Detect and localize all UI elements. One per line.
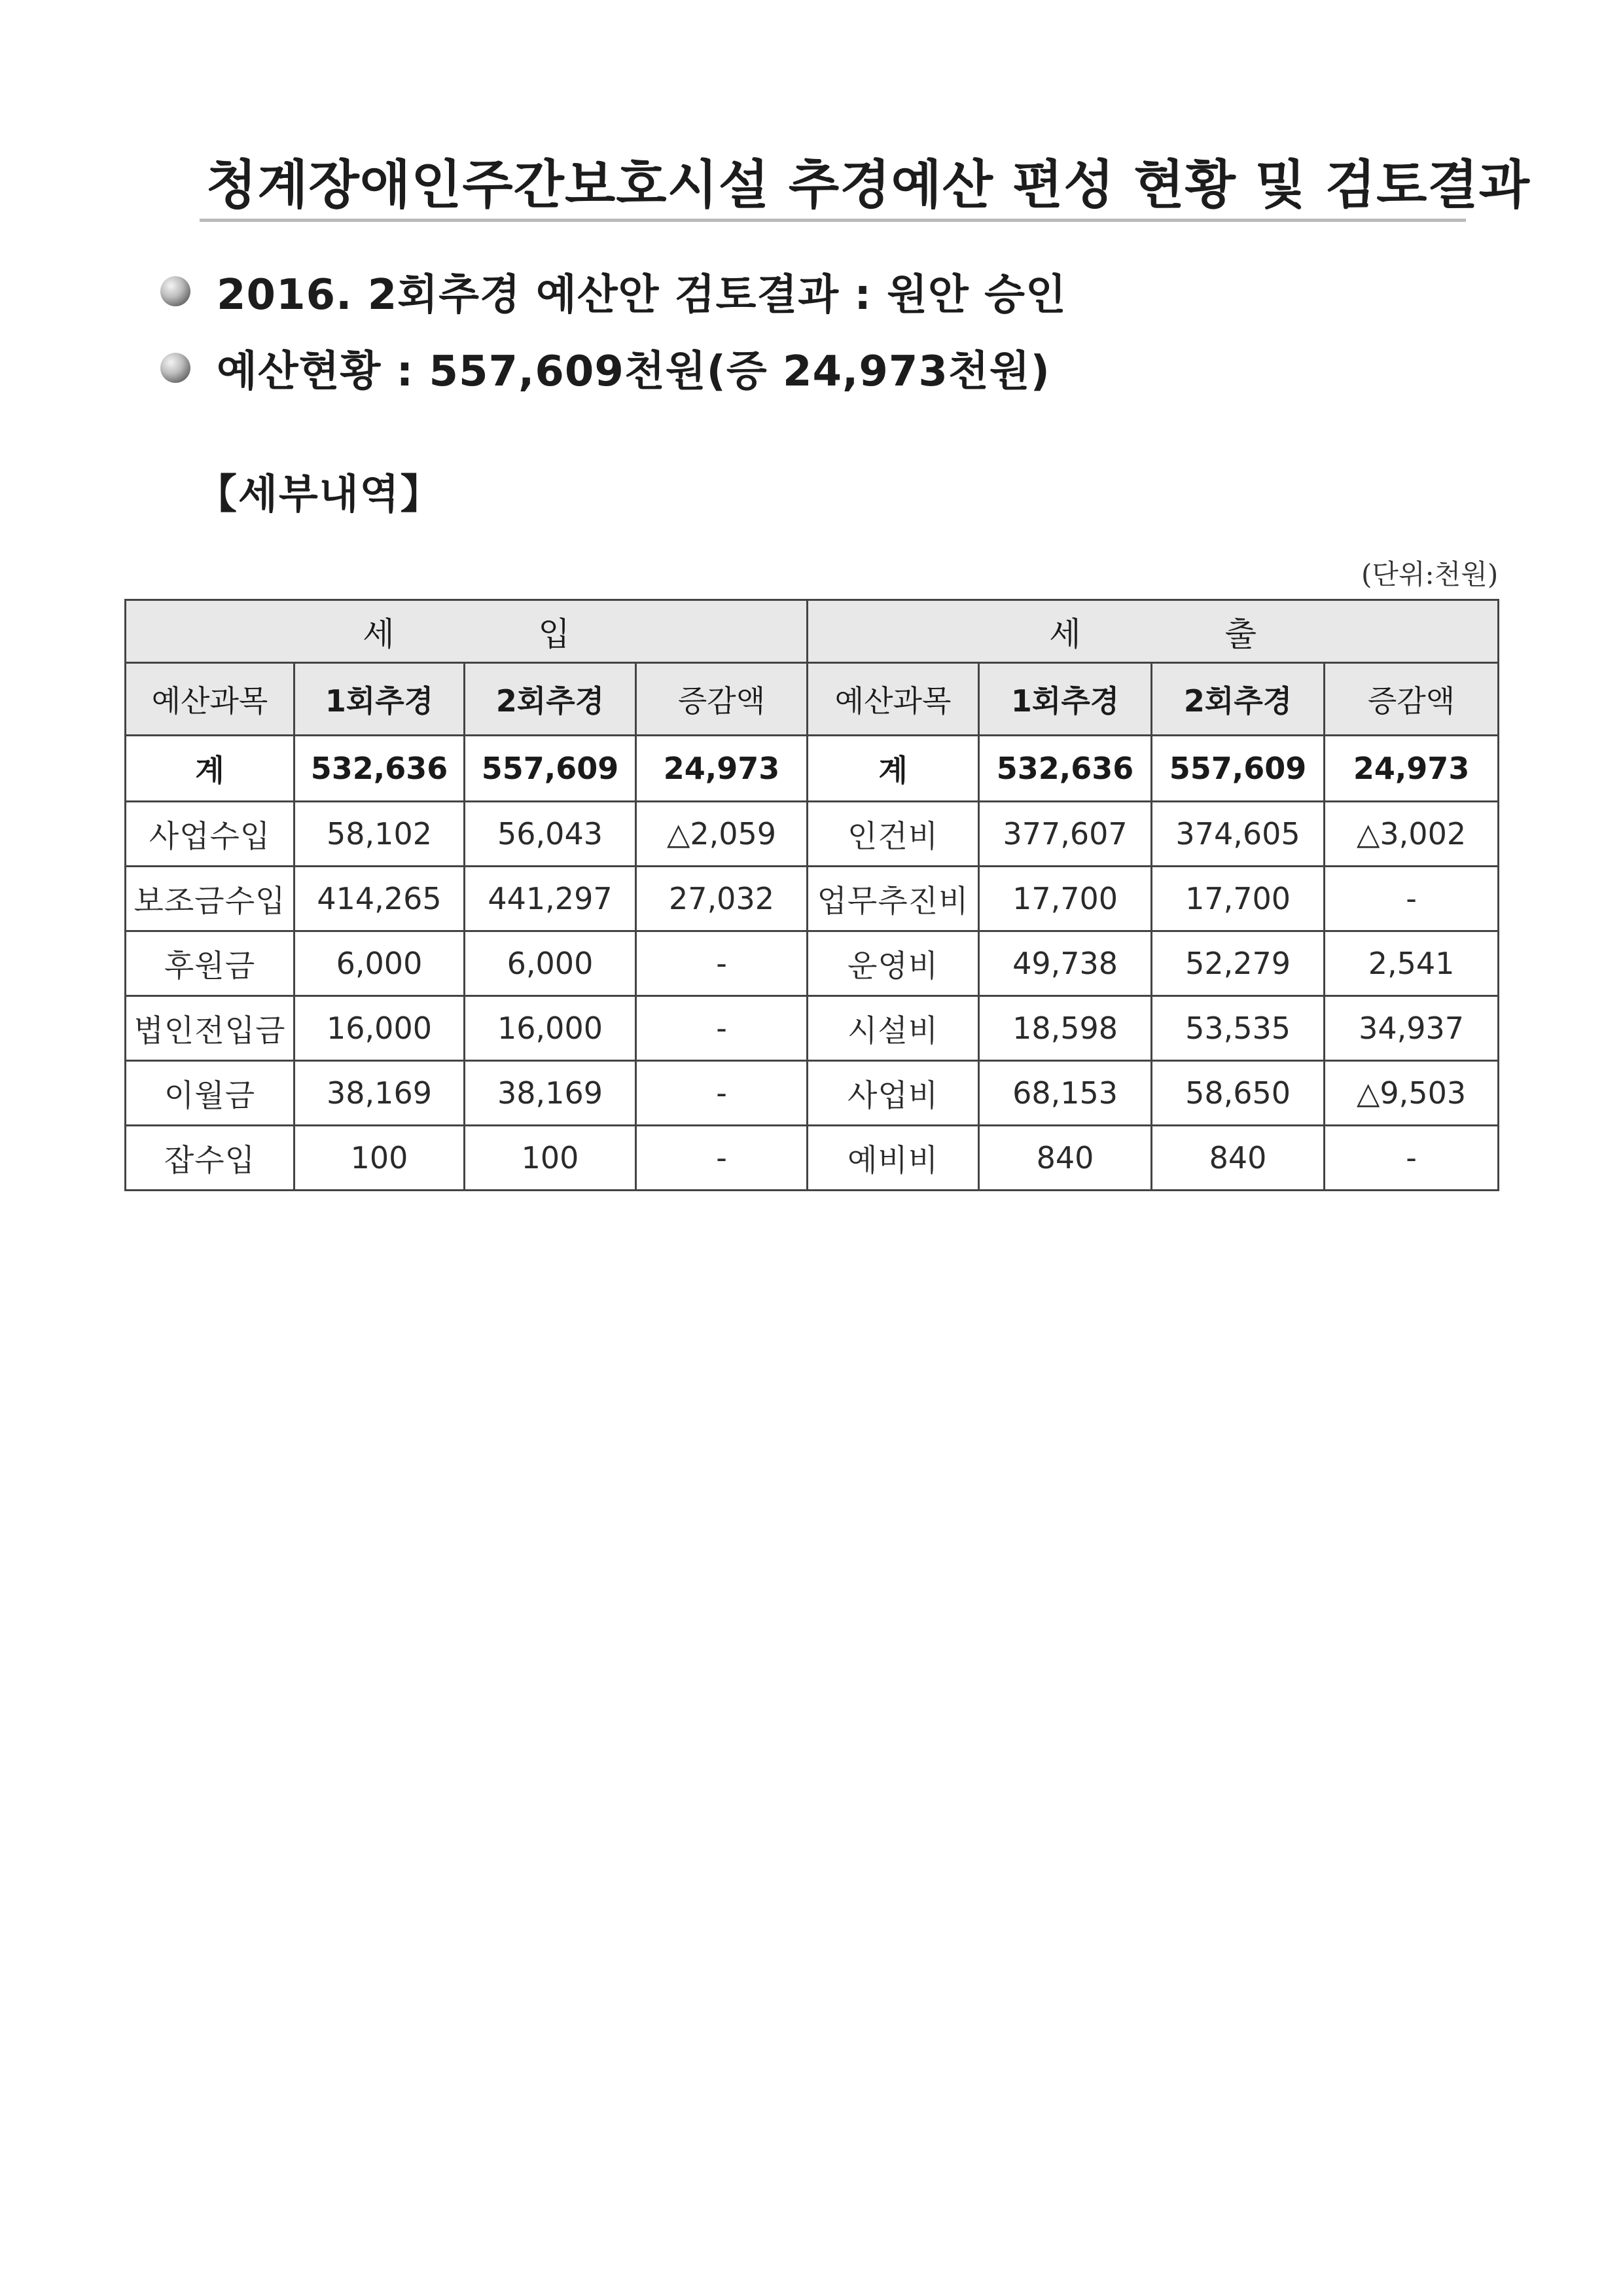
table-cell: 441,297 xyxy=(465,867,636,931)
unit-label: (단위:천원) xyxy=(1361,558,1499,590)
table-cell: 374,605 xyxy=(1152,802,1325,867)
budget-table xyxy=(124,599,1499,1191)
table-cell: 532,636 xyxy=(294,736,465,802)
section-heading: 【세부내역】 xyxy=(196,470,442,518)
table-cell: 68,153 xyxy=(979,1061,1152,1126)
table-row xyxy=(126,1061,1499,1126)
document-title: 청계장애인주간보호시설 추경예산 편성 현황 및 검토결과 xyxy=(206,154,1530,215)
table-cell: 377,607 xyxy=(979,802,1152,867)
column-header: 2회추경 xyxy=(465,663,636,736)
table-cell: 법인전입금 xyxy=(126,996,294,1061)
column-header: 2회추경 xyxy=(1152,663,1325,736)
table-cell: 6,000 xyxy=(465,931,636,996)
table-cell: 16,000 xyxy=(294,996,465,1061)
table-cell: 24,973 xyxy=(1325,736,1499,802)
table-cell: 계 xyxy=(808,736,979,802)
table-cell: 17,700 xyxy=(1152,867,1325,931)
table-cell: 예비비 xyxy=(808,1126,979,1191)
table-cell: 38,169 xyxy=(465,1061,636,1126)
table-cell: - xyxy=(636,996,808,1061)
bullet-text: 2016. 2회추경 예산안 검토결과 : 원안 승인 xyxy=(217,271,1067,319)
column-header: 1회추경 xyxy=(979,663,1152,736)
table-cell: 557,609 xyxy=(465,736,636,802)
column-header: 증감액 xyxy=(1325,663,1499,736)
table-cell: 100 xyxy=(294,1126,465,1191)
table-cell: 840 xyxy=(979,1126,1152,1191)
table-cell: 58,102 xyxy=(294,802,465,867)
expenditure-group-header: 세출 xyxy=(808,600,1499,663)
column-header: 예산과목 xyxy=(808,663,979,736)
table-cell: 16,000 xyxy=(465,996,636,1061)
table-cell: △9,503 xyxy=(1325,1061,1499,1126)
table-cell: 840 xyxy=(1152,1126,1325,1191)
table-cell: 시설비 xyxy=(808,996,979,1061)
table-row xyxy=(126,996,1499,1061)
table-cell: 53,535 xyxy=(1152,996,1325,1061)
table-row xyxy=(126,1126,1499,1191)
table-cell: - xyxy=(636,1126,808,1191)
column-header: 1회추경 xyxy=(294,663,465,736)
table-cell: 34,937 xyxy=(1325,996,1499,1061)
table-cell: 100 xyxy=(465,1126,636,1191)
bullet-sphere-icon xyxy=(160,353,190,383)
table-cell: 2,541 xyxy=(1325,931,1499,996)
table-cell: - xyxy=(1325,867,1499,931)
table-cell: 업무추진비 xyxy=(808,867,979,931)
table-cell: 27,032 xyxy=(636,867,808,931)
table-cell: - xyxy=(1325,1126,1499,1191)
table-cell: 인건비 xyxy=(808,802,979,867)
table-cell: 414,265 xyxy=(294,867,465,931)
table-cell: 17,700 xyxy=(979,867,1152,931)
revenue-group-header: 세입 xyxy=(126,600,808,663)
table-cell: 38,169 xyxy=(294,1061,465,1126)
table-cell: 49,738 xyxy=(979,931,1152,996)
table-cell: 운영비 xyxy=(808,931,979,996)
table-column-header-row xyxy=(126,663,1499,736)
bullet-budget-status xyxy=(160,338,1050,397)
table-row xyxy=(126,802,1499,867)
column-header: 예산과목 xyxy=(126,663,294,736)
table-cell: 58,650 xyxy=(1152,1061,1325,1126)
table-cell: 이월금 xyxy=(126,1061,294,1126)
table-cell: 557,609 xyxy=(1152,736,1325,802)
table-cell: 52,279 xyxy=(1152,931,1325,996)
table-group-header-row xyxy=(126,600,1499,663)
total-row xyxy=(126,736,1499,802)
bullet-text: 예산현황 : 557,609천원(증 24,973천원) xyxy=(217,348,1050,396)
table-cell: 56,043 xyxy=(465,802,636,867)
table-cell: 사업비 xyxy=(808,1061,979,1126)
table-cell: - xyxy=(636,1061,808,1126)
table-cell: 18,598 xyxy=(979,996,1152,1061)
table-cell: △2,059 xyxy=(636,802,808,867)
table-cell: 6,000 xyxy=(294,931,465,996)
table-cell: 후원금 xyxy=(126,931,294,996)
table-cell: - xyxy=(636,931,808,996)
table-cell: △3,002 xyxy=(1325,802,1499,867)
bullet-sphere-icon xyxy=(160,276,190,306)
table-cell: 사업수입 xyxy=(126,802,294,867)
title-underline xyxy=(200,219,1466,222)
table-cell: 보조금수입 xyxy=(126,867,294,931)
table-cell: 532,636 xyxy=(979,736,1152,802)
table-cell: 잡수입 xyxy=(126,1126,294,1191)
column-header: 증감액 xyxy=(636,663,808,736)
table-cell: 24,973 xyxy=(636,736,808,802)
table-cell: 계 xyxy=(126,736,294,802)
bullet-review-result xyxy=(160,262,1067,321)
table-row xyxy=(126,931,1499,996)
table-row xyxy=(126,867,1499,931)
